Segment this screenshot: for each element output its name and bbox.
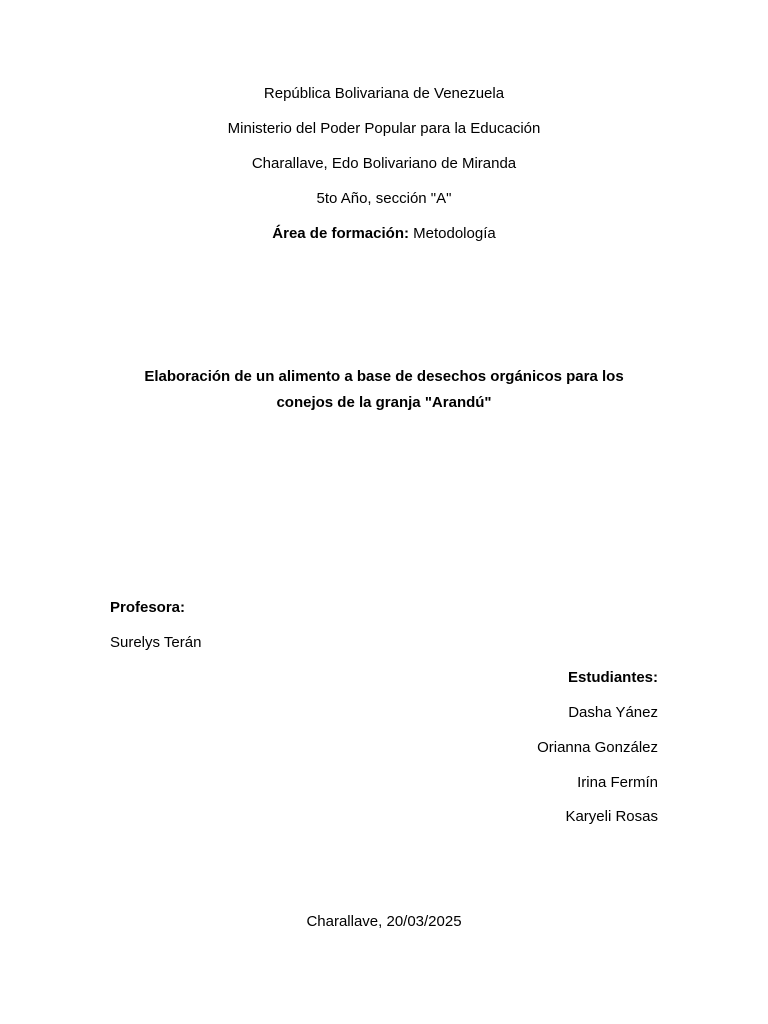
document-title (110, 364, 658, 416)
grade-heading: 5to Año, sección "A" (316, 190, 452, 207)
area-line (0, 224, 768, 244)
teacher-name: Surelys Terán (110, 634, 202, 651)
title-line-2: conejos de la granja "Arandú" (276, 394, 492, 411)
country-heading: República Bolivariana de Venezuela (263, 85, 505, 102)
title-line-1: Elaboración de un alimento a base de desechos orgánicos para los (144, 368, 624, 385)
ministry-heading: Ministerio del Poder Popular para la Educación (227, 120, 541, 137)
students-label: Estudiantes: (567, 669, 658, 686)
student-name: Irina Fermín (577, 774, 658, 791)
student-name: Orianna González (537, 739, 658, 756)
student-name: Karyeli Rosas (565, 808, 658, 825)
location-heading: Charallave, Edo Bolivariano de Miranda (251, 155, 517, 172)
area-label: Área de formación: (272, 225, 409, 242)
area-value: Metodología (408, 225, 496, 242)
place-date: Charallave, 20/03/2025 (306, 913, 462, 930)
teacher-label: Profesora: (110, 599, 186, 616)
student-name: Dasha Yánez (568, 704, 658, 721)
